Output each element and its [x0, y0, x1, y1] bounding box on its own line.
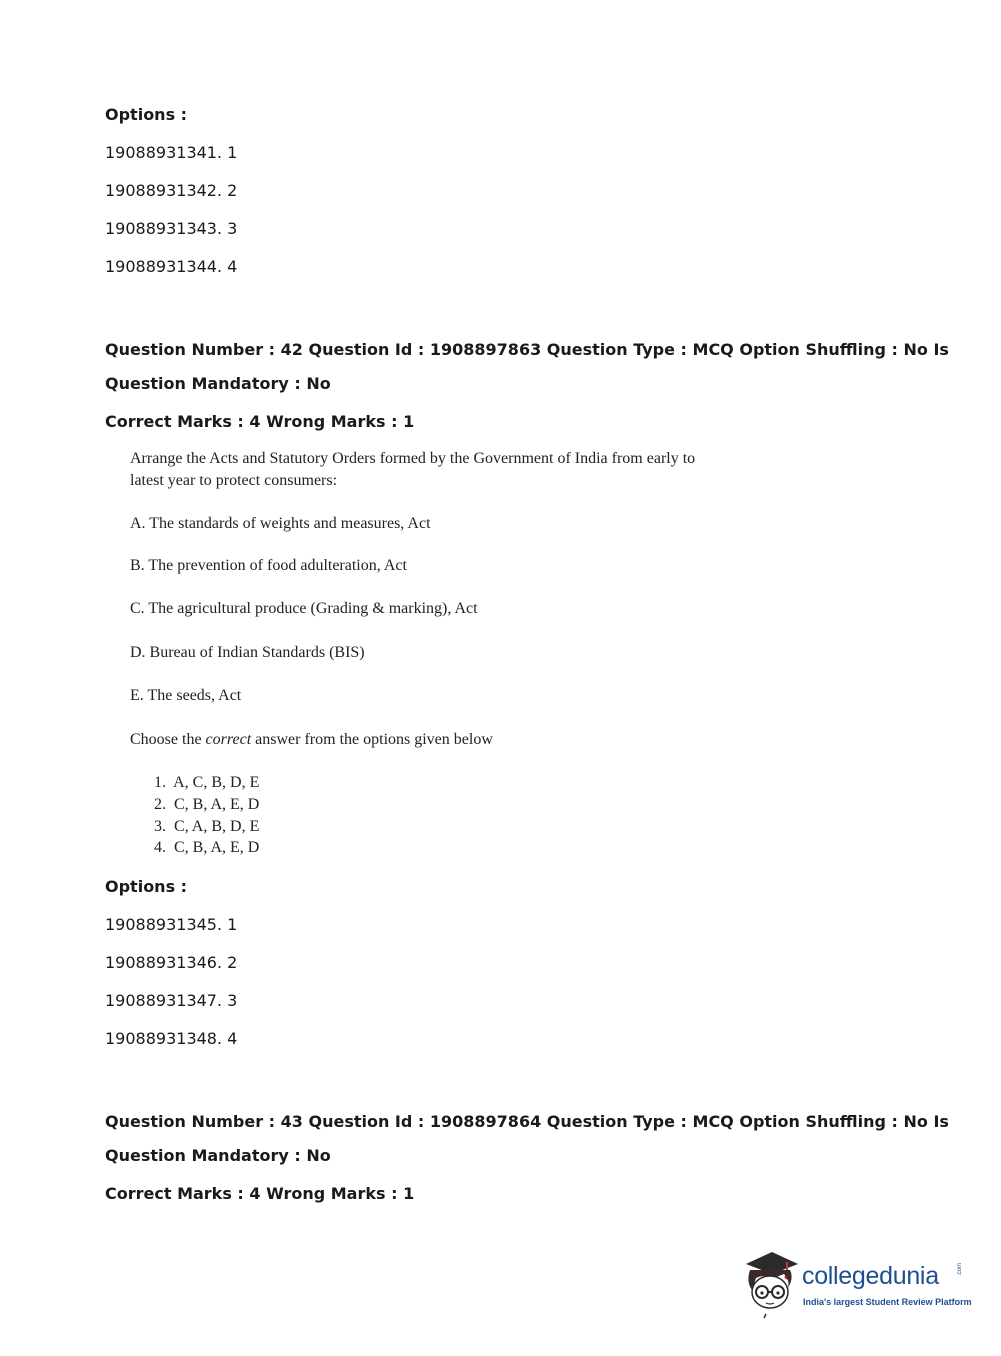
choice-item: 1. A, C, B, D, E: [154, 774, 260, 791]
option-item: 19088931348. 4: [105, 1029, 238, 1048]
option-item: 19088931343. 3: [105, 219, 238, 238]
logo-wordmark: collegedunia: [802, 1262, 939, 1290]
statement-item: D. Bureau of Indian Standards (BIS): [130, 644, 365, 661]
options-label: Options :: [105, 105, 188, 124]
statement-item: B. The prevention of food adulteration, Act: [130, 557, 407, 574]
choice-item: 3. C, A, B, D, E: [154, 818, 260, 835]
stem-line: latest year to protect consumers:: [130, 472, 338, 489]
question-marks: Correct Marks : 4 Wrong Marks : 1: [105, 1184, 415, 1203]
option-item: 19088931342. 2: [105, 181, 238, 200]
statement-item: E. The seeds, Act: [130, 687, 242, 704]
logo-tagline: India's largest Student Review Platform: [803, 1297, 972, 1307]
option-item: 19088931347. 3: [105, 991, 238, 1010]
option-item: 19088931345. 1: [105, 915, 238, 934]
option-item: 19088931344. 4: [105, 257, 238, 276]
option-item: 19088931341. 1: [105, 143, 238, 162]
question-header: Question Number : 43 Question Id : 1908897864 Question Type : MCQ Option Shuffling : No Is: [105, 1112, 949, 1131]
choice-item: 4. C, B, A, E, D: [154, 839, 260, 856]
option-item: 19088931346. 2: [105, 953, 238, 972]
question-header: Question Number : 42 Question Id : 1908897863 Question Type : MCQ Option Shuffling : No Is: [105, 340, 949, 359]
logo-com: .com: [957, 1262, 963, 1276]
question-mandatory: Question Mandatory : No: [105, 1146, 331, 1165]
stem-line: Arrange the Acts and Statutory Orders formed by the Government of India from early to: [130, 450, 696, 467]
statement-item: C. The agricultural produce (Grading & marking), Act: [130, 600, 478, 617]
statement-item: A. The standards of weights and measures, Act: [130, 515, 431, 532]
question-mandatory: Question Mandatory : No: [105, 374, 331, 393]
question-marks: Correct Marks : 4 Wrong Marks : 1: [105, 412, 415, 431]
mascot-icon: [740, 1248, 802, 1320]
options-label: Options :: [105, 877, 188, 896]
choose-instruction: Choose the correct answer from the options given below: [130, 731, 493, 748]
choice-item: 2. C, B, A, E, D: [154, 796, 260, 813]
